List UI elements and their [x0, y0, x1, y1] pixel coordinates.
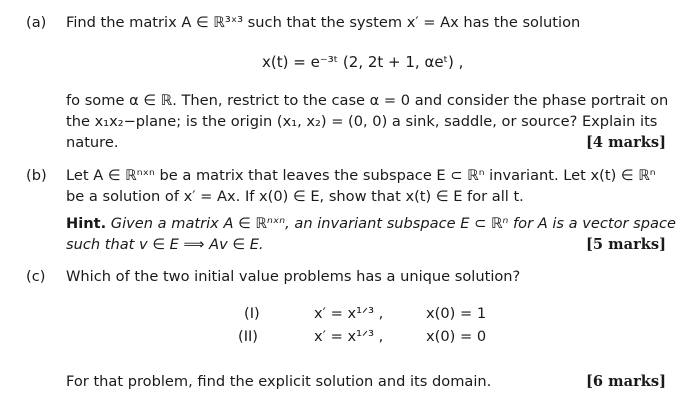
ivp-1-number: (I): [244, 305, 260, 322]
part-b-hint-line1: [66, 215, 676, 232]
hint-text-1: Given a matrix A ∈ ℝⁿˣⁿ, an invariant subspace E ⊂ ℝⁿ for A is a vector space: [110, 215, 676, 232]
part-a-label: (a): [26, 14, 47, 31]
ivp-2-initial-condition: x(0) = 0: [426, 328, 487, 345]
part-c-question: Which of the two initial value problems has a unique solution?: [66, 268, 521, 285]
part-b-marks: [5 marks]: [586, 236, 666, 253]
part-a-line3: the x₁x₂−plane; is the origin (x₁, x₂) = (0, 0) a sink, saddle, or source? Explain its: [66, 113, 658, 130]
part-c-marks: [6 marks]: [586, 373, 666, 390]
part-a-line2: fo some α ∈ ℝ. Then, restrict to the case α = 0 and consider the phase portrait on: [66, 92, 669, 109]
part-c-label: (c): [26, 268, 46, 285]
part-a-line1: Find the matrix A ∈ ℝ³ˣ³ such that the system x′ = Ax has the solution: [66, 14, 581, 31]
part-a-marks: [4 marks]: [586, 134, 666, 151]
ivp-1-initial-condition: x(0) = 1: [426, 305, 487, 322]
part-b-line2: be a solution of x′ = Ax. If x(0) ∈ E, show that x(t) ∈ E for all t.: [66, 188, 524, 205]
part-c-closing: For that problem, find the explicit solution and its domain.: [66, 373, 492, 390]
hint-label: Hint.: [66, 215, 107, 232]
ivp-2-number: (II): [238, 328, 258, 345]
part-a-line4: nature.: [66, 134, 119, 151]
part-a-display-equation: x(t) = e⁻³ᵗ (2, 2t + 1, αeᵗ) ,: [262, 53, 464, 71]
part-b-line1: Let A ∈ ℝⁿˣⁿ be a matrix that leaves the subspace E ⊂ ℝⁿ invariant. Let x(t) ∈ ℝⁿ: [66, 167, 656, 184]
part-b-hint-line2: such that v ∈ E ⟹ Av ∈ E.: [66, 236, 264, 253]
ivp-1-equation: x′ = x¹ᐟ³ ,: [314, 305, 384, 322]
ivp-2-equation: x′ = x¹ᐟ³ ,: [314, 328, 384, 345]
part-b-label: (b): [26, 167, 47, 184]
